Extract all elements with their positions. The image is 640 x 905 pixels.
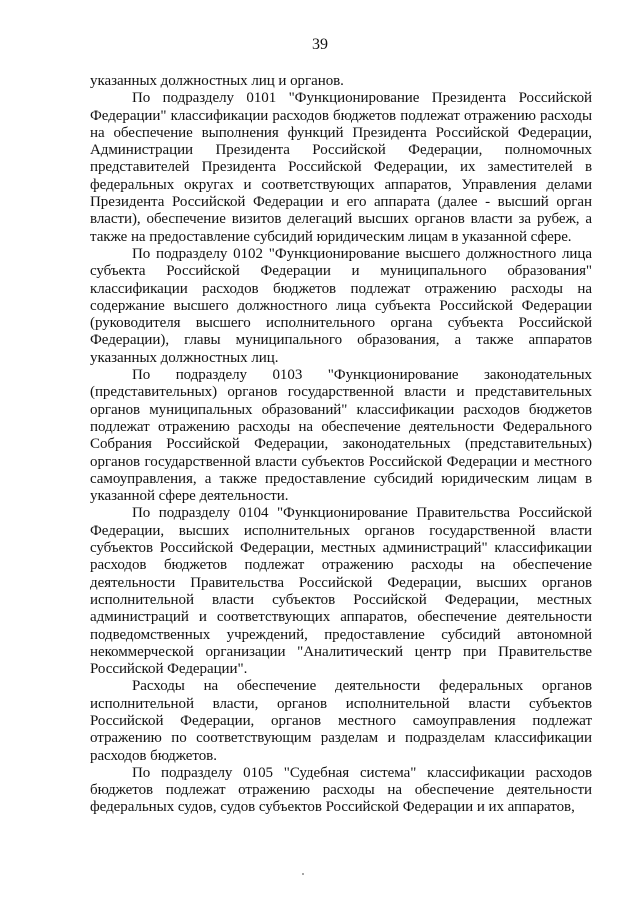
page-number: 39 <box>312 36 328 53</box>
paragraph-expenses: Расходы на обеспечение деятельности федеральных органов исполнительной власти, органов исполнительной власти субъектов Российской Федерации, органов местного самоуправления подлежат отражению по соответствующим разделам и подразделам классификации расходов бюджетов. <box>90 678 592 764</box>
paragraph-0105: По подразделу 0105 "Судебная система" классификации расходов бюджетов подлежат отражению расходы на обеспечение деятельности федеральных судов, судов субъектов Российской Федерации и их аппаратов, <box>90 764 592 816</box>
scan-speck <box>302 873 304 875</box>
paragraph-0104: По подразделу 0104 "Функционирование Правительства Российской Федерации, высших исполнительных органов государственной власти субъектов Российской Федерации, местных администраций" классификации расходов бюджетов подлежат отражению расходы на обеспечение деятельности Правительства Российской Федерации, высших органов исполнительной власти субъектов Российской Федерации, местных администраций и соответствующих аппаратов, обеспечение деятельности подведомственных учреждений, предоставление субсидий автономной некоммерческой организации "Аналитический центр при Правительстве Российской Федерации". <box>90 505 592 678</box>
paragraph-0103: По подразделу 0103 "Функционирование законодательных (представительных) органов государственной власти и представительных органов муниципальных образований" классификации расходов бюджетов подлежат отражению расходы на обеспечение деятельности Федерального Собрания Российской Федерации, законодательных (представительных) органов государственной власти субъектов Российской Федерации и местного самоуправления, а также предоставление субсидий юридическим лицам в указанной сфере деятельности. <box>90 367 592 505</box>
paragraph-0102: По подразделу 0102 "Функционирование высшего должностного лица субъекта Российской Федерации и муниципального образования" классификации расходов бюджетов подлежат отражению расходы на содержание высшего должностного лица субъекта Российской Федерации (руководителя высшего исполнительного органа субъекта Российской Федерации), главы муниципального образования, а также аппаратов указанных должностных лиц. <box>90 245 592 366</box>
body-text <box>90 73 592 817</box>
paragraph-continuation: указанных должностных лиц и органов. <box>90 73 344 89</box>
paragraph-0101: По подразделу 0101 "Функционирование Президента Российской Федерации" классификации расходов бюджетов подлежат отражению расходы на обеспечение выполнения функций Президента Российской Федерации, Администрации Президента Российской Федерации, полномочных представителей Президента Российской Федерации, их заместителей в федеральных округах и соответствующих аппаратов, Управления делами Президента Российской Федерации и его аппарата (далее - высший орган власти), обеспечение визитов делегаций высших органов власти за рубеж, а также на предоставление субсидий юридическим лицам в указанной сфере. <box>90 90 592 245</box>
